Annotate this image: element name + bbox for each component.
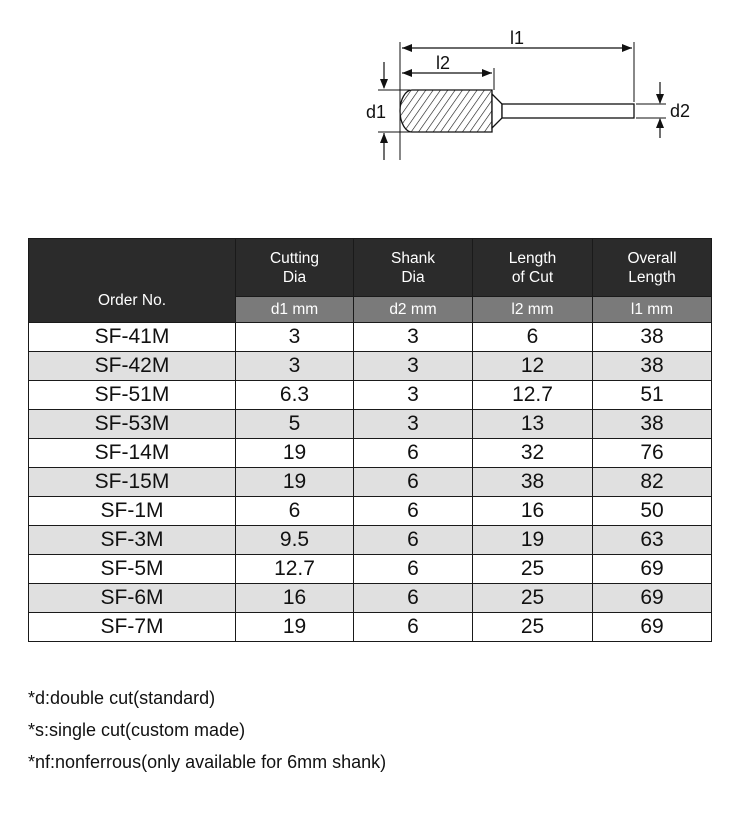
d1-label: d1 [366, 102, 387, 122]
table-row [29, 613, 712, 642]
note-single-cut: *s:single cut(custom made) [28, 720, 246, 740]
length-of-cut-cell: 16 [473, 497, 593, 526]
d2-arrow-top [656, 94, 664, 104]
table-row [29, 526, 712, 555]
cutting-dia-cell: 19 [236, 613, 354, 642]
overall-length-cell: 51 [593, 381, 712, 410]
cutting-dia-cell: 3 [236, 323, 354, 352]
shank-dia-cell: 6 [354, 468, 473, 497]
shank-dia-cell: 6 [354, 439, 473, 468]
cutting-dia-cell: 6 [236, 497, 354, 526]
header-cutting-dia-line2: Dia [282, 268, 307, 286]
d2-label: d2 [670, 101, 691, 121]
length-of-cut-cell: 19 [473, 526, 593, 555]
cutting-dia-cell: 6.3 [236, 381, 354, 410]
table-row [29, 555, 712, 584]
overall-length-cell: 82 [593, 468, 712, 497]
header-cutting-dia-line1: Cutting [269, 249, 320, 267]
length-of-cut-cell: 25 [473, 555, 593, 584]
overall-length-cell: 69 [593, 613, 712, 642]
cutting-dia-cell: 3 [236, 352, 354, 381]
header-shank-dia [354, 239, 473, 297]
order-no-cell: SF-14M [29, 439, 236, 468]
note-nonferrous: *nf:nonferrous(only available for 6mm shank) [28, 752, 387, 772]
overall-length-cell: 38 [593, 352, 712, 381]
order-no-cell: SF-7M [29, 613, 236, 642]
unit-l1: l1 mm [593, 297, 712, 323]
l2-arrow-left [402, 69, 412, 77]
length-of-cut-cell: 12 [473, 352, 593, 381]
order-no-cell: SF-53M [29, 410, 236, 439]
cutting-dia-cell: 16 [236, 584, 354, 613]
header-length-of-cut-line1: Length [508, 249, 557, 267]
shank-dia-cell: 6 [354, 613, 473, 642]
length-of-cut-cell: 32 [473, 439, 593, 468]
d2-arrow-bottom [656, 118, 664, 128]
shank-dia-cell: 3 [354, 410, 473, 439]
order-no-cell: SF-15M [29, 468, 236, 497]
d1-arrow-top [380, 79, 388, 89]
notes [28, 682, 386, 778]
l1-label: l1 [510, 28, 525, 48]
header-cutting-dia [236, 239, 354, 297]
shank-dia-cell: 3 [354, 381, 473, 410]
header-overall-length-line2: Length [628, 268, 676, 286]
l1-arrow-right [622, 44, 632, 52]
cutting-dia-cell: 5 [236, 410, 354, 439]
burr-head [400, 90, 492, 132]
cutting-dia-cell: 19 [236, 468, 354, 497]
table-row [29, 439, 712, 468]
table-row [29, 352, 712, 381]
header-shank-dia-line2: Dia [401, 268, 425, 286]
unit-d2: d2 mm [354, 297, 473, 323]
overall-length-cell: 63 [593, 526, 712, 555]
overall-length-cell: 69 [593, 555, 712, 584]
unit-l2: l2 mm [473, 297, 593, 323]
l2-label: l2 [436, 53, 451, 73]
spec-table [28, 238, 712, 642]
shank-dia-cell: 6 [354, 497, 473, 526]
length-of-cut-cell: 25 [473, 613, 593, 642]
shank-dia-cell: 6 [354, 555, 473, 584]
overall-length-cell: 38 [593, 323, 712, 352]
table-row [29, 497, 712, 526]
order-no-cell: SF-5M [29, 555, 236, 584]
length-of-cut-cell: 6 [473, 323, 593, 352]
note-double-cut: *d:double cut(standard) [28, 688, 216, 708]
order-no-cell: SF-3M [29, 526, 236, 555]
d1-arrow-bottom [380, 133, 388, 143]
length-of-cut-cell: 25 [473, 584, 593, 613]
burr-neck [492, 94, 502, 128]
order-no-cell: SF-42M [29, 352, 236, 381]
burr-dimension-diagram [350, 20, 710, 170]
shank-dia-cell: 6 [354, 526, 473, 555]
cutting-dia-cell: 19 [236, 439, 354, 468]
overall-length-cell: 50 [593, 497, 712, 526]
overall-length-cell: 69 [593, 584, 712, 613]
header-length-of-cut-line2: of Cut [511, 268, 554, 286]
order-no-cell: SF-41M [29, 323, 236, 352]
l2-arrow-right [482, 69, 492, 77]
length-of-cut-cell: 38 [473, 468, 593, 497]
table-row [29, 323, 712, 352]
overall-length-cell: 76 [593, 439, 712, 468]
unit-d1: d1 mm [236, 297, 354, 323]
shank-dia-cell: 3 [354, 352, 473, 381]
shank-dia-cell: 3 [354, 323, 473, 352]
table-body [29, 323, 712, 642]
burr-shank [502, 104, 634, 118]
header-order-no: Order No. [29, 239, 236, 323]
header-shank-dia-line1: Shank [391, 249, 435, 267]
header-length-of-cut [473, 239, 593, 297]
cutting-dia-cell: 12.7 [236, 555, 354, 584]
table-row [29, 410, 712, 439]
table-row [29, 381, 712, 410]
header-overall-length [593, 239, 712, 297]
cutting-dia-cell: 9.5 [236, 526, 354, 555]
l1-arrow-left [402, 44, 412, 52]
table-row [29, 468, 712, 497]
order-no-cell: SF-51M [29, 381, 236, 410]
order-no-cell: SF-1M [29, 497, 236, 526]
table-row [29, 584, 712, 613]
length-of-cut-cell: 12.7 [473, 381, 593, 410]
shank-dia-cell: 6 [354, 584, 473, 613]
order-no-cell: SF-6M [29, 584, 236, 613]
overall-length-cell: 38 [593, 410, 712, 439]
length-of-cut-cell: 13 [473, 410, 593, 439]
header-overall-length-line1: Overall [627, 249, 677, 267]
